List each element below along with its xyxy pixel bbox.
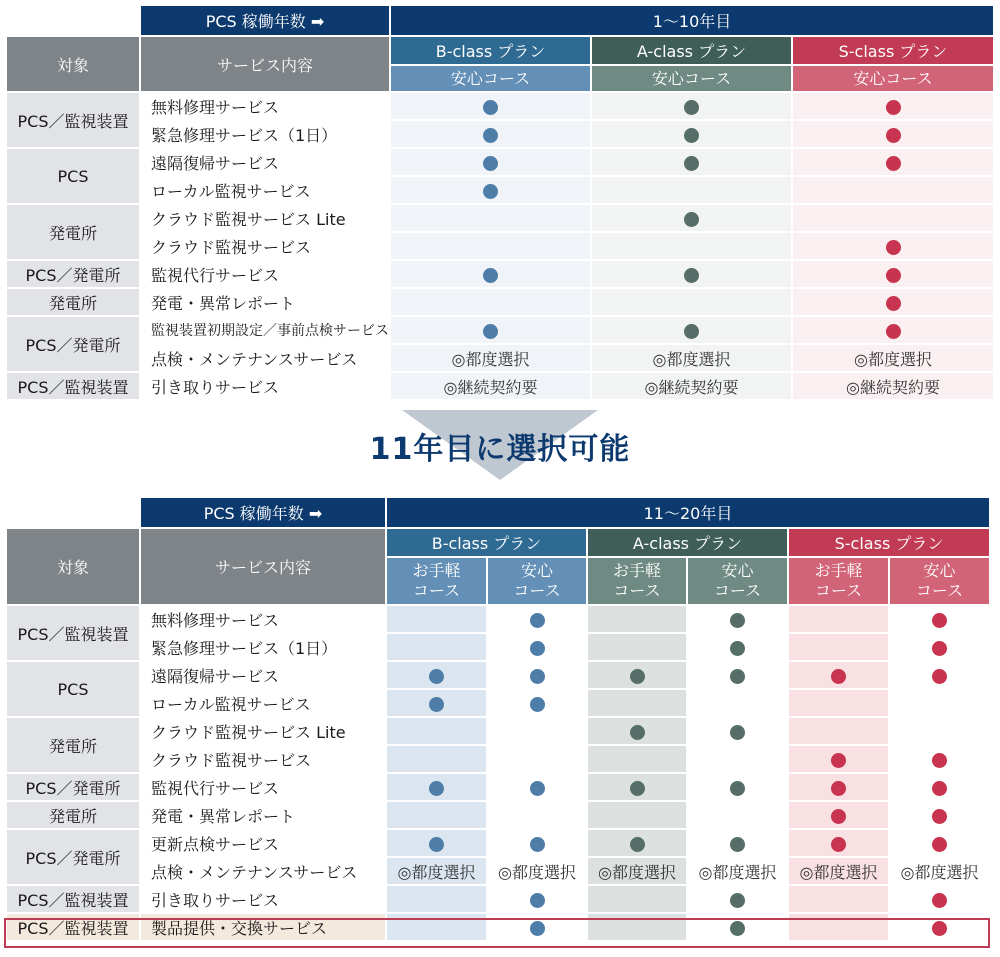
b-class-otegaru-cell	[387, 690, 486, 716]
target-cell: PCS／発電所	[7, 317, 139, 371]
a-class-anshin-cell	[688, 634, 787, 660]
included-dot-icon	[530, 837, 545, 852]
b-class-anshin-cell	[391, 177, 590, 203]
a-class-anshin-cell	[688, 802, 787, 828]
service-name: 遠隔復帰サービス	[141, 662, 385, 688]
option-text: ◎都度選択	[854, 349, 932, 369]
included-dot-icon	[483, 184, 498, 199]
a-class-anshin-cell	[592, 233, 791, 259]
selection-banner	[350, 410, 650, 485]
b-class-anshin-cell	[391, 345, 590, 371]
b-class-otegaru-cell	[387, 802, 486, 828]
b-class-otegaru-cell	[387, 886, 486, 912]
included-dot-icon	[730, 893, 745, 908]
s-class-otegaru-cell	[789, 606, 888, 632]
included-dot-icon	[684, 212, 699, 227]
b-class-anshin-cell	[488, 662, 586, 688]
s-class-anshin-cell	[890, 606, 989, 632]
b-class-anshin-cell	[488, 690, 586, 716]
table-row	[7, 93, 993, 119]
s-class-anshin-cell	[793, 205, 993, 231]
included-dot-icon	[831, 753, 846, 768]
b-class-plan-header: B-class プラン	[391, 37, 590, 64]
table-row	[7, 205, 993, 231]
b-class-anshin-cell	[391, 121, 590, 147]
b-class-otegaru-course: お手軽 コース	[387, 558, 486, 604]
s-class-anshin-cell	[890, 634, 989, 660]
included-dot-icon	[932, 781, 947, 796]
s-class-anshin-cell	[793, 289, 993, 315]
target-cell: PCS／監視装置	[7, 93, 139, 147]
included-dot-icon	[630, 837, 645, 852]
s-class-anshin-cell	[890, 718, 989, 744]
pcs-years-header: PCS 稼働年数 ➡	[141, 6, 389, 35]
a-class-anshin-cell	[688, 858, 787, 884]
s-class-anshin-cell	[793, 149, 993, 175]
included-dot-icon	[483, 100, 498, 115]
option-text: ◎都度選択	[451, 349, 530, 369]
included-dot-icon	[429, 697, 444, 712]
included-dot-icon	[530, 893, 545, 908]
a-class-otegaru-cell	[588, 718, 686, 744]
s-class-otegaru-cell	[789, 690, 888, 716]
a-class-anshin-cell	[688, 690, 787, 716]
included-dot-icon	[886, 268, 901, 283]
included-dot-icon	[684, 268, 699, 283]
a-class-otegaru-cell	[588, 886, 686, 912]
table-row	[7, 802, 989, 828]
a-class-anshin-cell	[688, 774, 787, 800]
a-class-anshin-cell	[592, 261, 791, 287]
s-class-otegaru-cell	[789, 746, 888, 772]
s-class-anshin-cell	[890, 690, 989, 716]
b-class-anshin-cell	[488, 830, 586, 856]
s-class-anshin-course: 安心 コース	[890, 558, 989, 604]
included-dot-icon	[630, 669, 645, 684]
included-dot-icon	[932, 837, 947, 852]
included-dot-icon	[932, 753, 947, 768]
included-dot-icon	[730, 669, 745, 684]
table-row	[7, 858, 989, 884]
service-name: 無料修理サービス	[141, 606, 385, 632]
a-class-anshin-cell	[688, 662, 787, 688]
s-class-anshin-cell	[890, 914, 989, 940]
included-dot-icon	[429, 781, 444, 796]
a-class-anshin-cell	[688, 886, 787, 912]
plan-table-1-10-years	[5, 4, 995, 401]
b-class-anshin-cell	[488, 718, 586, 744]
service-name: 監視代行サービス	[141, 261, 389, 287]
included-dot-icon	[630, 725, 645, 740]
table-row	[7, 345, 993, 371]
a-class-anshin-cell	[592, 317, 791, 343]
s-class-otegaru-cell	[789, 662, 888, 688]
s-class-anshin-cell	[890, 858, 989, 884]
s-class-otegaru-cell	[789, 858, 888, 884]
included-dot-icon	[886, 296, 901, 311]
option-text: ◎都度選択	[397, 862, 476, 882]
included-dot-icon	[530, 697, 545, 712]
included-dot-icon	[932, 893, 947, 908]
service-header: サービス内容	[141, 529, 385, 604]
included-dot-icon	[730, 725, 745, 740]
s-class-anshin-cell	[890, 802, 989, 828]
service-name: 監視装置初期設定／事前点検サービス	[141, 317, 389, 343]
included-dot-icon	[932, 641, 947, 656]
b-class-anshin-cell	[391, 373, 590, 399]
included-dot-icon	[530, 921, 545, 936]
service-name: 遠隔復帰サービス	[141, 149, 389, 175]
table-row	[7, 718, 989, 744]
target-cell: PCS／監視装置	[7, 373, 139, 399]
table-row	[7, 914, 989, 940]
included-dot-icon	[831, 669, 846, 684]
target-cell: PCS	[7, 149, 139, 203]
option-text: ◎都度選択	[799, 862, 878, 882]
included-dot-icon	[730, 781, 745, 796]
a-class-anshin-cell	[592, 205, 791, 231]
b-class-anshin-cell	[488, 774, 586, 800]
target-cell: 発電所	[7, 205, 139, 259]
b-class-otegaru-cell	[387, 746, 486, 772]
years-header: 1〜10年目	[391, 6, 993, 35]
a-class-anshin-cell	[688, 718, 787, 744]
included-dot-icon	[730, 921, 745, 936]
s-class-otegaru-cell	[789, 886, 888, 912]
included-dot-icon	[886, 240, 901, 255]
a-class-anshin-cell	[592, 345, 791, 371]
a-class-otegaru-cell	[588, 662, 686, 688]
option-text: ◎都度選択	[498, 862, 576, 882]
s-class-anshin-cell	[793, 93, 993, 119]
a-class-anshin-cell	[688, 606, 787, 632]
table-row	[7, 634, 989, 660]
a-class-plan-header: A-class プラン	[588, 529, 787, 556]
target-cell: PCS／監視装置	[7, 914, 139, 940]
service-name: 点検・メンテナンスサービス	[141, 345, 389, 371]
included-dot-icon	[684, 156, 699, 171]
included-dot-icon	[932, 613, 947, 628]
included-dot-icon	[730, 641, 745, 656]
b-class-anshin-cell	[391, 261, 590, 287]
target-cell: 発電所	[7, 289, 139, 315]
a-class-anshin-cell	[688, 746, 787, 772]
target-header: 対象	[7, 37, 139, 91]
s-class-anshin-cell	[890, 830, 989, 856]
table-row	[7, 233, 993, 259]
a-class-anshin-cell	[688, 830, 787, 856]
s-class-otegaru-cell	[789, 774, 888, 800]
option-text: ◎都度選択	[698, 862, 777, 882]
a-class-otegaru-cell	[588, 746, 686, 772]
b-class-anshin-cell	[488, 802, 586, 828]
included-dot-icon	[530, 781, 545, 796]
target-cell: 発電所	[7, 718, 139, 772]
a-class-otegaru-cell	[588, 802, 686, 828]
b-class-anshin-cell	[391, 93, 590, 119]
a-class-otegaru-course: お手軽 コース	[588, 558, 686, 604]
a-class-anshin-course: 安心 コース	[688, 558, 787, 604]
a-class-otegaru-cell	[588, 858, 686, 884]
a-class-anshin-cell	[592, 373, 791, 399]
a-class-otegaru-cell	[588, 606, 686, 632]
b-class-anshin-cell	[391, 149, 590, 175]
b-class-anshin-cell	[488, 634, 586, 660]
included-dot-icon	[932, 809, 947, 824]
s-class-anshin-cell	[793, 373, 993, 399]
option-text: ◎継続契約要	[644, 377, 739, 397]
s-class-anshin-cell	[890, 746, 989, 772]
included-dot-icon	[932, 921, 947, 936]
s-class-anshin-cell	[793, 121, 993, 147]
included-dot-icon	[530, 613, 545, 628]
s-class-plan-header: S-class プラン	[789, 529, 989, 556]
b-class-anshin-course: 安心コース	[391, 66, 590, 91]
service-name: クラウド監視サービス Lite	[141, 205, 389, 231]
target-cell: PCS／発電所	[7, 774, 139, 800]
target-cell: PCS／発電所	[7, 261, 139, 287]
s-class-otegaru-cell	[789, 718, 888, 744]
option-text: ◎継続契約要	[443, 377, 538, 397]
a-class-otegaru-cell	[588, 634, 686, 660]
included-dot-icon	[684, 100, 699, 115]
service-name: 引き取りサービス	[141, 886, 385, 912]
table-row	[7, 289, 993, 315]
b-class-plan-header: B-class プラン	[387, 529, 586, 556]
table-row	[7, 121, 993, 147]
target-cell: PCS／監視装置	[7, 886, 139, 912]
service-header: サービス内容	[141, 37, 389, 91]
b-class-otegaru-cell	[387, 606, 486, 632]
target-cell: PCS／監視装置	[7, 606, 139, 660]
table-row	[7, 261, 993, 287]
option-text: ◎都度選択	[652, 349, 731, 369]
s-class-anshin-cell	[890, 886, 989, 912]
b-class-otegaru-cell	[387, 830, 486, 856]
service-name: クラウド監視サービス	[141, 233, 389, 259]
included-dot-icon	[530, 669, 545, 684]
s-class-anshin-cell	[793, 317, 993, 343]
service-name: 引き取りサービス	[141, 373, 389, 399]
a-class-anshin-cell	[592, 121, 791, 147]
b-class-otegaru-cell	[387, 634, 486, 660]
s-class-otegaru-cell	[789, 634, 888, 660]
pcs-years-header: PCS 稼働年数 ➡	[141, 498, 385, 527]
included-dot-icon	[886, 324, 901, 339]
a-class-anshin-cell	[688, 914, 787, 940]
a-class-anshin-course: 安心コース	[592, 66, 791, 91]
a-class-anshin-cell	[592, 177, 791, 203]
s-class-otegaru-cell	[789, 802, 888, 828]
service-name: 監視代行サービス	[141, 774, 385, 800]
included-dot-icon	[483, 156, 498, 171]
s-class-anshin-cell	[890, 774, 989, 800]
service-name: ローカル監視サービス	[141, 690, 385, 716]
b-class-anshin-cell	[391, 233, 590, 259]
included-dot-icon	[831, 809, 846, 824]
s-class-anshin-course: 安心コース	[793, 66, 993, 91]
a-class-plan-header: A-class プラン	[592, 37, 791, 64]
a-class-otegaru-cell	[588, 830, 686, 856]
b-class-anshin-cell	[488, 606, 586, 632]
a-class-otegaru-cell	[588, 914, 686, 940]
b-class-otegaru-cell	[387, 662, 486, 688]
a-class-anshin-cell	[592, 149, 791, 175]
option-text: ◎都度選択	[900, 862, 979, 882]
included-dot-icon	[630, 781, 645, 796]
b-class-otegaru-cell	[387, 914, 486, 940]
included-dot-icon	[483, 128, 498, 143]
table-row	[7, 317, 993, 343]
service-name: 発電・異常レポート	[141, 802, 385, 828]
b-class-anshin-course: 安心 コース	[488, 558, 586, 604]
service-name: 製品提供・交換サービス	[141, 914, 385, 940]
included-dot-icon	[429, 669, 444, 684]
b-class-anshin-cell	[391, 205, 590, 231]
included-dot-icon	[684, 128, 699, 143]
a-class-anshin-cell	[592, 93, 791, 119]
included-dot-icon	[886, 128, 901, 143]
included-dot-icon	[886, 100, 901, 115]
target-cell: PCS／発電所	[7, 830, 139, 884]
b-class-anshin-cell	[488, 746, 586, 772]
a-class-otegaru-cell	[588, 774, 686, 800]
table-row	[7, 690, 989, 716]
table-row	[7, 149, 993, 175]
b-class-anshin-cell	[488, 914, 586, 940]
service-name: 緊急修理サービス（1日）	[141, 121, 389, 147]
included-dot-icon	[730, 837, 745, 852]
service-name: クラウド監視サービス	[141, 746, 385, 772]
s-class-anshin-cell	[793, 261, 993, 287]
s-class-anshin-cell	[793, 233, 993, 259]
service-name: 無料修理サービス	[141, 93, 389, 119]
s-class-otegaru-course: お手軽 コース	[789, 558, 888, 604]
s-class-plan-header: S-class プラン	[793, 37, 993, 64]
included-dot-icon	[730, 613, 745, 628]
included-dot-icon	[684, 324, 699, 339]
table-row	[7, 830, 989, 856]
years-header: 11〜20年目	[387, 498, 989, 527]
plan-table-11-20-years	[5, 496, 991, 942]
b-class-anshin-cell	[391, 317, 590, 343]
included-dot-icon	[483, 268, 498, 283]
banner-text: 11年目に選択可能	[369, 432, 631, 467]
blank-cell	[7, 6, 139, 35]
service-name: ローカル監視サービス	[141, 177, 389, 203]
option-text: ◎継続契約要	[846, 377, 940, 397]
included-dot-icon	[831, 781, 846, 796]
s-class-anshin-cell	[793, 345, 993, 371]
service-name: 更新点検サービス	[141, 830, 385, 856]
b-class-otegaru-cell	[387, 774, 486, 800]
included-dot-icon	[530, 641, 545, 656]
a-class-anshin-cell	[592, 289, 791, 315]
service-name: 点検・メンテナンスサービス	[141, 858, 385, 884]
target-cell: 発電所	[7, 802, 139, 828]
blank-cell	[7, 498, 139, 527]
b-class-anshin-cell	[488, 886, 586, 912]
table-row	[7, 774, 989, 800]
target-header: 対象	[7, 529, 139, 604]
included-dot-icon	[831, 837, 846, 852]
included-dot-icon	[483, 324, 498, 339]
s-class-anshin-cell	[890, 662, 989, 688]
table-row	[7, 373, 993, 399]
b-class-otegaru-cell	[387, 718, 486, 744]
target-cell: PCS	[7, 662, 139, 716]
service-name: クラウド監視サービス Lite	[141, 718, 385, 744]
service-name: 緊急修理サービス（1日）	[141, 634, 385, 660]
included-dot-icon	[886, 156, 901, 171]
table-row	[7, 886, 989, 912]
s-class-otegaru-cell	[789, 914, 888, 940]
b-class-anshin-cell	[488, 858, 586, 884]
table-row	[7, 746, 989, 772]
service-name: 発電・異常レポート	[141, 289, 389, 315]
a-class-otegaru-cell	[588, 690, 686, 716]
included-dot-icon	[932, 669, 947, 684]
table-row	[7, 662, 989, 688]
table-row	[7, 606, 989, 632]
b-class-anshin-cell	[391, 289, 590, 315]
s-class-anshin-cell	[793, 177, 993, 203]
option-text: ◎都度選択	[598, 862, 676, 882]
s-class-otegaru-cell	[789, 830, 888, 856]
b-class-otegaru-cell	[387, 858, 486, 884]
included-dot-icon	[429, 837, 444, 852]
table-row	[7, 177, 993, 203]
